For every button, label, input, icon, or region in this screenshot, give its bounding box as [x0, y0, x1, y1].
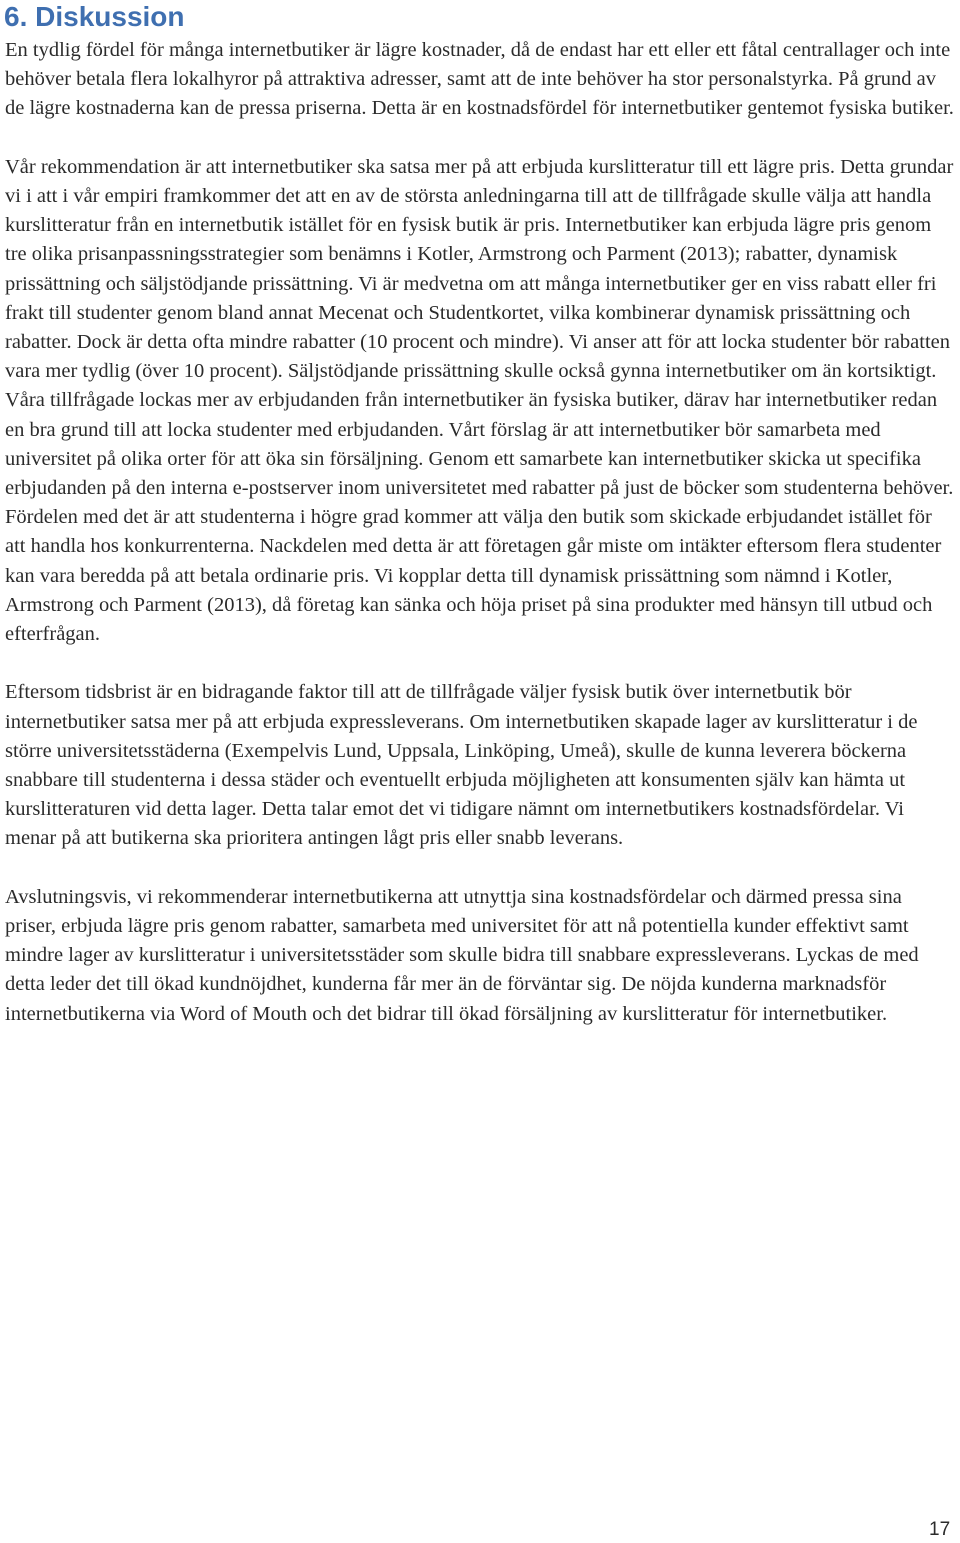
paragraph-cost-advantage: En tydlig fördel för många internetbutiker är lägre kostnader, då de endast har ett eller ett fåtal centrallager och inte behöver betala flera lokalhyror på attraktiva adresser, samt att de inte behöver ha stor personalstyrka. På grund av de lägre kostnaderna kan de pressa priserna. Detta är en kostnadsfördel för internetbutiker gentemot fysiska butiker. [5, 39, 954, 120]
paragraph-spacer [5, 649, 957, 678]
paragraph-price-recommendation: Vår rekommendation är att internetbutiker ska satsa mer på att erbjuda kurslitteratur till ett lägre pris. Detta grundar vi i att i vår empiri framkommer det att en av de största anledningarna till att de tillfrågade skulle välja att handla kurslitteratur från en internetbutik istället för en fysisk butik är pris. Internetbutiker kan erbjuda lägre pris genom tre olika prisanpassningsstrategier som benämns i Kotler, Armstrong och Parment (2013); rabatter, dynamisk prissättning och säljstödjande prissättning. Vi är medvetna om att många internetbutiker ger en viss rabatt eller fri frakt till studenter genom bland annat Mecenat och Studentkortet, vilka kombinerar dynamisk prissättning och rabatter. Dock är detta ofta mindre rabatter (10 procent och mindre). Vi anser att för att locka studenter bör rabatten vara mer tydlig (över 10 procent). Säljstödjande prissättning skulle också gynna internetbutiker om än kortsiktigt. [5, 155, 954, 383]
paragraph-university-cooperation: Våra tillfrågade lockas mer av erbjudanden från internetbutiker än fysiska butiker, därav har internetbutiker redan en bra grund till att locka studenter med erbjudanden. Vårt förslag är att internetbutiker bör samarbeta med universitet på olika orter för att öka sin försäljning. Genom ett samarbete kan internetbutiker skicka ut specifika erbjudanden på den interna e-postserver inom universitetet med rabatter på just de böcker som studenterna behöver. Fördelen med det är att studenterna i högre grad kommer att välja den butik som skickade erbjudandet istället för att handla hos konkurrenterna. Nackdelen med detta är att företagen går miste om intäkter eftersom flera studenter kan vara beredda på att betala ordinarie pris. Vi kopplar detta till dynamisk prissättning som nämnd i Kotler, Armstrong och Parment (2013), då företag kan sänka och höja priset på sina produkter med hänsyn till utbud och efterfrågan. [5, 389, 954, 646]
paragraph-spacer [5, 854, 957, 883]
section-heading: 6. Diskussion [4, 1, 185, 32]
paragraph-spacer [5, 124, 957, 153]
page-number: 17 [929, 1519, 951, 1540]
section-body [5, 36, 957, 1029]
paragraph-conclusion: Avslutningsvis, vi rekommenderar internetbutikerna att utnyttja sina kostnadsfördelar och därmed pressa sina priser, erbjuda lägre pris genom rabatter, samarbeta med universitet för att nå potentiella kunder effektivt samt mindre lager av kurslitteratur i universitetsstäder som skulle bidra till snabbare expressleverans. Lyckas de med detta leder det till ökad kundnöjdhet, kunderna får mer än de förväntar sig. De nöjda kunderna marknadsför internetbutikerna via Word of Mouth och det bidrar till ökad försäljning av kurslitteratur för internetbutiker. [5, 885, 919, 1025]
paragraph-express-delivery: Eftersom tidsbrist är en bidragande faktor till att de tillfrågade väljer fysisk butik över internetbutik bör internetbutiker satsa mer på att erbjuda expressleverans. Om internetbutiken skapade lager av kurslitteratur i de större universitetsstäderna (Exempelvis Lund, Uppsala, Linköping, Umeå), skulle de kunna leverera böckerna snabbare till studenterna i dessa städer och eventuellt erbjuda möjligheten att konsumenten själv kan hämta ut kurslitteraturen vid detta lager. Detta talar emot det vi tidigare nämnt om internetbutikers kostnadsfördelar. Vi menar på att butikerna ska prioritera antingen lågt pris eller snabb leverans. [5, 681, 918, 850]
